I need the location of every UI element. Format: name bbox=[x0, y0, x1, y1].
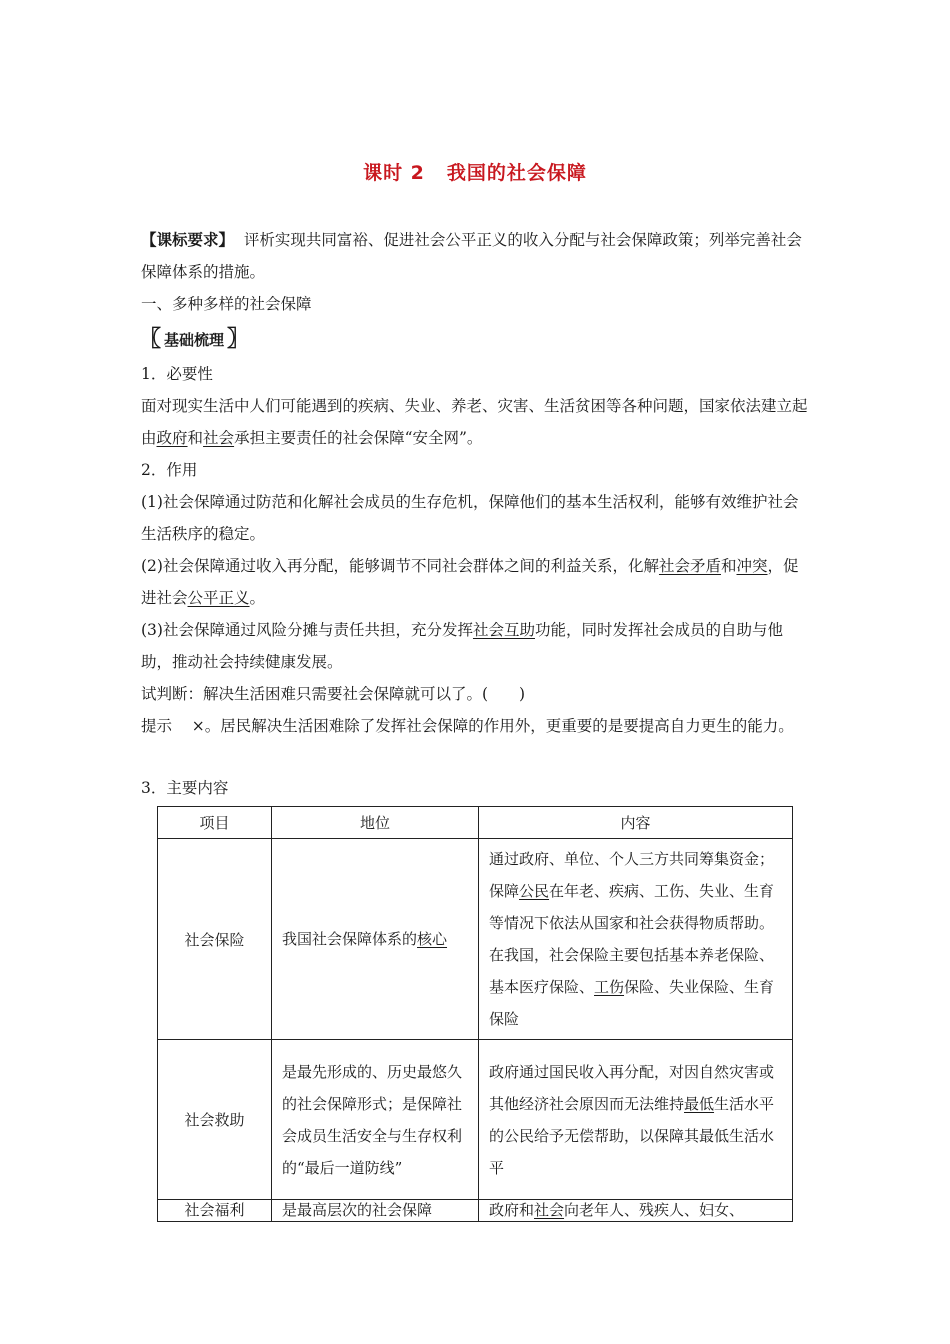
blank-answer: 冲突 bbox=[736, 557, 768, 575]
row-status bbox=[272, 1200, 479, 1222]
content-text: 生活水平的公民给予无偿帮助，以保障其最低生活水平 bbox=[489, 1094, 775, 1177]
row-status bbox=[272, 1040, 479, 1200]
blank-answer: 社会 bbox=[534, 1201, 565, 1219]
table-row bbox=[158, 1040, 793, 1200]
content-table bbox=[157, 806, 793, 1222]
hint bbox=[141, 710, 813, 742]
necessity-heading: 1．必要性 bbox=[141, 365, 213, 383]
role-item-3 bbox=[141, 614, 813, 678]
blank-answer: 最低 bbox=[684, 1094, 715, 1113]
role-item-2 bbox=[141, 550, 813, 614]
row-content bbox=[479, 1200, 793, 1222]
role-text: (2)社会保障通过收入再分配，能够调节不同社会群体之间的利益关系，化解 bbox=[141, 557, 659, 575]
basics-label: 基础梳理 bbox=[164, 330, 225, 349]
row-item: 社会保险 bbox=[158, 839, 272, 1040]
status-text: 我国社会保障体系的 bbox=[282, 930, 418, 948]
necessity-text-2: 和 bbox=[187, 429, 204, 447]
necessity-text-3: 承担主要责任的社会保障“安全网”。 bbox=[234, 429, 483, 447]
blank-answer: 社会互助 bbox=[472, 621, 535, 639]
necessity-paragraph bbox=[141, 390, 813, 454]
role-text: 。 bbox=[249, 589, 266, 607]
header-item: 项目 bbox=[158, 807, 272, 839]
blank-answer: 公平正义 bbox=[187, 589, 250, 607]
content-text: 在年老、疾病、工伤、失业、生育等情况下依法从国家和社会获得物质帮助。在我国，社会保险主要包括基本养老保险、基本医疗保险、 bbox=[489, 882, 775, 996]
role-text: 功能，同时发挥社会成员的自助与他助，推动社会持续健康发展。 bbox=[141, 621, 783, 671]
table-header-row bbox=[158, 807, 793, 839]
table-row bbox=[158, 1200, 793, 1222]
lesson-topic: 我国的社会保障 bbox=[446, 162, 587, 184]
blank-answer: 社会矛盾 bbox=[658, 557, 721, 575]
hint-label: 提示 bbox=[141, 717, 173, 735]
role-text: (3)社会保障通过风险分摊与责任共担，充分发挥 bbox=[141, 621, 473, 639]
section-heading: 一、多种多样的社会保障 bbox=[141, 295, 312, 313]
row-content bbox=[479, 1040, 793, 1200]
content-heading: 3．主要内容 bbox=[141, 779, 229, 797]
role-item-1: (1)社会保障通过防范和化解社会成员的生存危机，保障他们的基本生活权利，能够有效维护社会生活秩序的稳定。 bbox=[141, 493, 799, 543]
blank-answer: 社会 bbox=[203, 429, 235, 447]
role-text: ，促进社会 bbox=[141, 557, 799, 607]
row-item: 社会福利 bbox=[158, 1200, 272, 1222]
hint-text: ×。居民解决生活困难除了发挥社会保障的作用外，更重要的是要提高自力更生的能力。 bbox=[191, 717, 794, 735]
content-text: 向老年人、残疾人、妇女、 bbox=[564, 1201, 745, 1219]
role-heading: 2．作用 bbox=[141, 461, 198, 479]
row-item: 社会救助 bbox=[158, 1040, 272, 1200]
status-text: 是最先形成的、历史最悠久的社会保障形式；是保障社会成员生活安全与生存权利的“最后一道防线” bbox=[282, 1062, 463, 1177]
blank-answer: 核心 bbox=[417, 930, 448, 948]
blank-answer: 工伤 bbox=[594, 978, 625, 996]
bracket-close: 〗 bbox=[227, 326, 250, 352]
judge-question: 试判断：解决生活困难只需要社会保障就可以了。( ) bbox=[141, 685, 526, 703]
lesson-number: 课时 2 bbox=[363, 162, 425, 184]
basics-heading bbox=[139, 326, 249, 352]
content-text: 通过政府、单位、个人三方共同筹集资金；保障 bbox=[489, 850, 775, 900]
curriculum-requirement bbox=[141, 224, 813, 288]
content-text: 政府通过国民收入再分配，对因自然灾害或其他经济社会原因而无法维持 bbox=[489, 1062, 775, 1113]
content-text: 政府和 bbox=[489, 1201, 535, 1219]
role-text: 和 bbox=[720, 557, 737, 575]
page-title bbox=[0, 158, 950, 185]
necessity-text-1: 面对现实生活中人们可能遇到的疾病、失业、养老、灾害、生活贫困等各种问题，国家依法建立起由 bbox=[141, 397, 808, 447]
status-text: 是最高层次的社会保障 bbox=[282, 1201, 433, 1219]
header-status: 地位 bbox=[272, 807, 479, 839]
bracket-open: 〖 bbox=[139, 326, 162, 352]
blank-answer: 公民 bbox=[519, 882, 550, 900]
table-row bbox=[158, 839, 793, 1040]
row-content bbox=[479, 839, 793, 1040]
requirement-text: 评析实现共同富裕、促进社会公平正义的收入分配与社会保障政策；列举完善社会保障体系的措施。 bbox=[141, 231, 802, 281]
content-text: 保险、失业保险、生育保险 bbox=[489, 978, 775, 1028]
blank-answer: 政府 bbox=[156, 429, 188, 447]
row-status bbox=[272, 839, 479, 1040]
header-content: 内容 bbox=[479, 807, 793, 839]
requirement-label: 【课标要求】 bbox=[141, 231, 235, 249]
